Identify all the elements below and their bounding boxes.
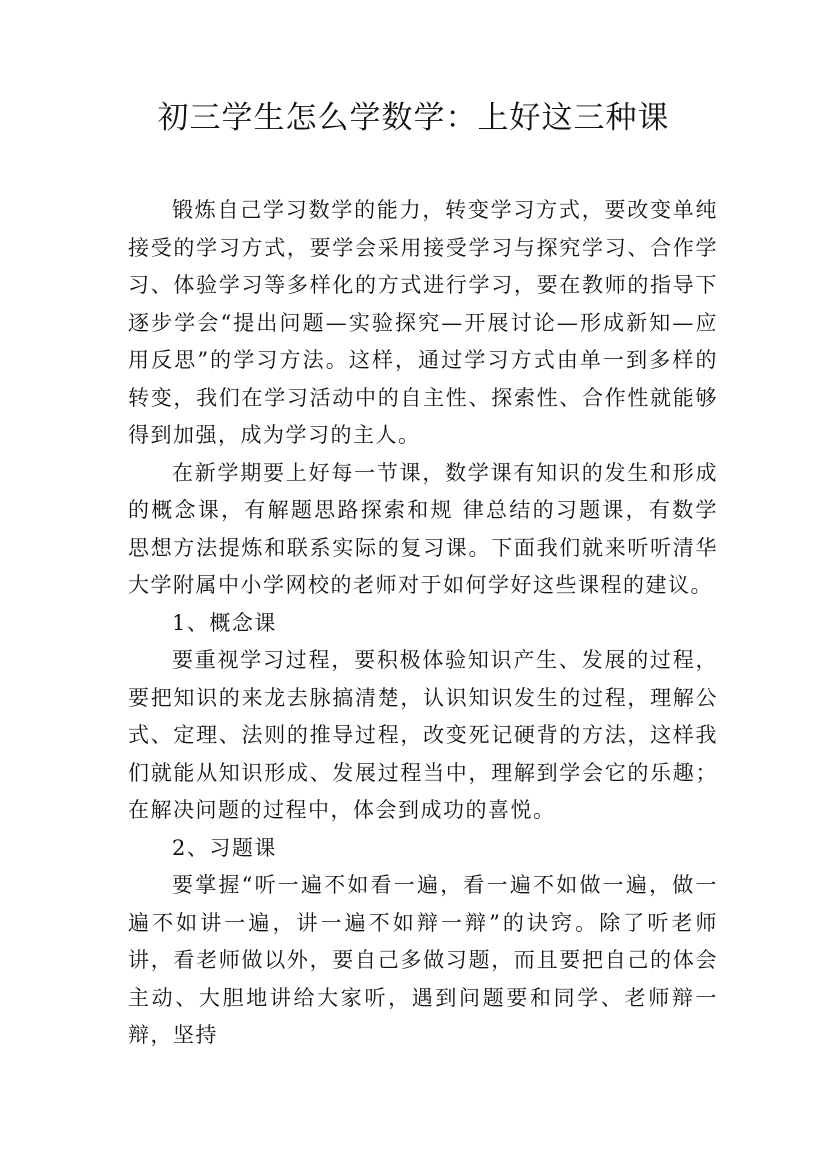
paragraph-exercise-class: 要掌握“听一遍不如看一遍，看一遍不如做一遍，做一遍不如讲一遍，讲一遍不如辩一辩”的诀窍。除了听老师讲，看老师做以外，要自己多做习题，而且要把自己的体会主动、大胆地讲给大家听，遇到问题要和同学、老师辩一辩，坚持	[128, 873, 718, 1047]
document-body	[128, 192, 718, 1055]
paragraph-concept-class: 要重视学习过程，要积极体验知识产生、发展的过程，要把知识的来龙去脉搞清楚，认识知识发生的过程，理解公式、定理、法则的推导过程，改变死记硬背的方法，这样我们就能从知识形成、发展过程当中，理解到学会它的乐趣；在解决问题的过程中，体会到成功的喜悦。	[128, 648, 718, 822]
section-heading-exercise-class: 2、习题课	[172, 835, 277, 860]
document-title: 初三学生怎么学数学：上好这三种课	[157, 100, 670, 136]
section-heading-concept-class: 1、概念课	[172, 610, 277, 635]
paragraph-new-semester: 在新学期要上好每一节课，数学课有知识的发生和形成的概念课，有解题思路探索和规 律总结的习题课，有数学思想方法提炼和联系实际的复习课。下面我们就来听听清华大学附属中小学网校的老师对于如何学好这些课程的建议。	[128, 460, 718, 597]
paragraph-learning-methods: 锻炼自己学习数学的能力，转变学习方式，要改变单纯接受的学习方式，要学会采用接受学习与探究学习、合作学习、体验学习等多样化的方式进行学习，要在教师的指导下逐步学会“提出问题—实验探究—开展讨论—形成新知—应用反思”的学习方法。这样，通过学习方式由单一到多样的转变，我们在学习活动中的自主性、探索性、合作性就能够得到加强，成为学习的主人。	[128, 198, 718, 447]
